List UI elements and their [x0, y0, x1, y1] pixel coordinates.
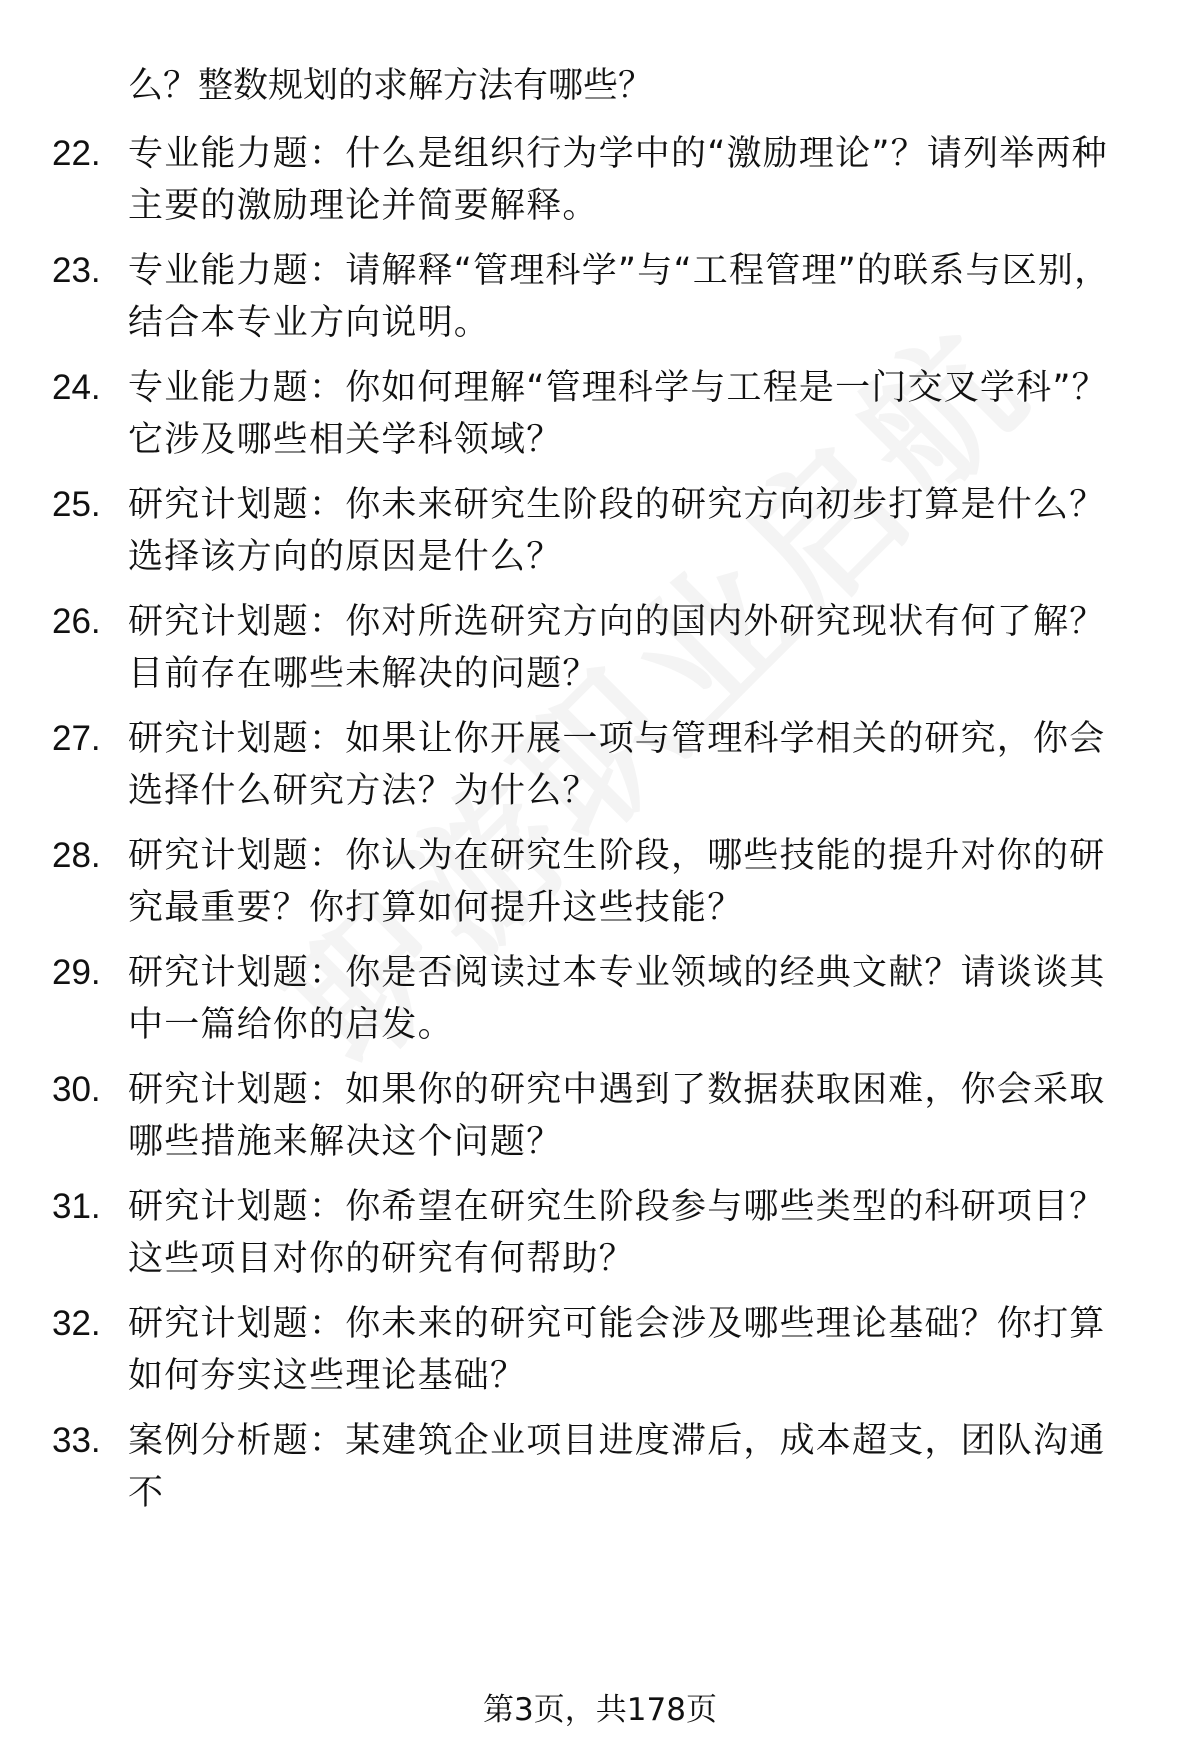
question-number: 33.	[52, 1421, 101, 1460]
question-text: 研究计划题：如果你的研究中遇到了数据获取困难，你会采取哪些措施来解决这个问题？	[128, 1070, 1106, 1162]
question-text: 研究计划题：你希望在研究生阶段参与哪些类型的科研项目？这些项目对你的研究有何帮助？	[128, 1187, 1106, 1279]
question-item	[52, 1415, 1142, 1519]
question-text: 研究计划题：你是否阅读过本专业领域的经典文献？请谈谈其中一篇给你的启发。	[128, 953, 1106, 1045]
question-number: 30.	[52, 1070, 101, 1109]
question-text: 研究计划题：如果让你开展一项与管理科学相关的研究，你会选择什么研究方法？为什么？	[128, 719, 1106, 811]
question-item	[52, 596, 1142, 700]
question-number: 32.	[52, 1304, 101, 1343]
question-text: 专业能力题：请解释“管理科学”与“工程管理”的联系与区别，结合本专业方向说明。	[128, 251, 1111, 343]
question-item	[52, 713, 1142, 817]
question-item	[52, 479, 1142, 583]
question-number: 29.	[52, 953, 101, 992]
question-text: 研究计划题：你未来的研究可能会涉及哪些理论基础？你打算如何夯实这些理论基础？	[128, 1304, 1106, 1396]
question-number: 23.	[52, 251, 101, 290]
question-text: 研究计划题：你未来研究生阶段的研究方向初步打算是什么？选择该方向的原因是什么？	[128, 485, 1106, 577]
question-text: 专业能力题：什么是组织行为学中的“激励理论”？请列举两种主要的激励理论并简要解释。	[128, 134, 1108, 226]
question-number: 22.	[52, 134, 101, 173]
question-number: 26.	[52, 602, 101, 641]
question-number: 28.	[52, 836, 101, 875]
question-item	[52, 1298, 1142, 1402]
question-item	[52, 362, 1142, 466]
question-item	[52, 830, 1142, 934]
question-item	[52, 128, 1142, 232]
question-text: 研究计划题：你对所选研究方向的国内外研究现状有何了解？目前存在哪些未解决的问题？	[128, 602, 1106, 694]
question-item	[52, 245, 1142, 349]
question-text: 专业能力题：你如何理解“管理科学与工程是一门交叉学科”？它涉及哪些相关学科领域？	[128, 368, 1108, 460]
question-item	[52, 1181, 1142, 1285]
question-text: 研究计划题：你认为在研究生阶段，哪些技能的提升对你的研究最重要？你打算如何提升这些技能？	[128, 836, 1106, 928]
question-number: 24.	[52, 368, 101, 407]
page-footer: 第3页，共178页	[483, 1692, 717, 1728]
question-number: 31.	[52, 1187, 101, 1226]
question-item	[52, 947, 1142, 1051]
question-21-continuation: 么？整数规划的求解方法有哪些？	[128, 66, 654, 106]
question-number: 25.	[52, 485, 101, 524]
question-item	[52, 1064, 1142, 1168]
question-text: 案例分析题：某建筑企业项目进度滞后，成本超支，团队沟通不	[128, 1421, 1106, 1513]
question-number: 27.	[52, 719, 101, 758]
